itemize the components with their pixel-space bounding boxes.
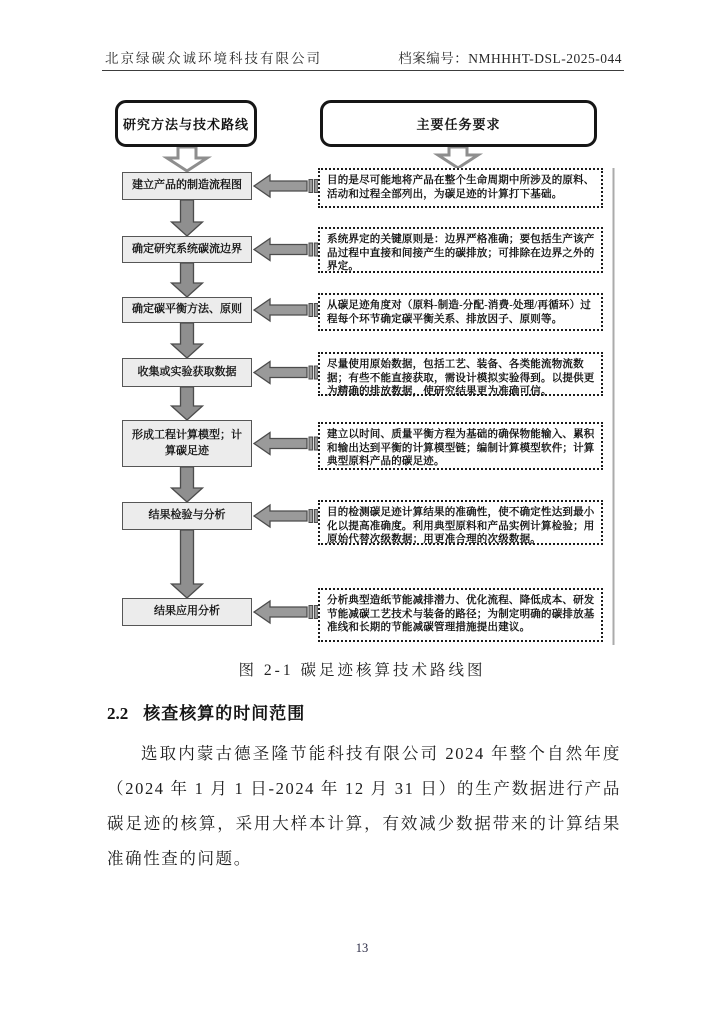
section-title: 核查核算的时间范围 (143, 704, 306, 723)
hollow-down-arrow-right (438, 147, 478, 168)
down-arrow-1 (172, 200, 203, 236)
task-arrow-1 (254, 175, 318, 197)
step-box-6: 结果检验与分析 (122, 502, 252, 530)
task-box-7: 分析典型造纸节能减排潜力、优化流程、降低成本、研发节能减碳工艺技术与装备的路径；为制定明确的碳排放基准线和长期的节能减碳管理措施提出建议。 (318, 588, 603, 642)
figure-caption: 图 2-1 碳足迹核算技术路线图 (238, 662, 486, 679)
down-arrow-4 (172, 387, 203, 420)
task-arrow-2 (254, 239, 318, 261)
step-box-4: 收集或实验获取数据 (122, 358, 252, 387)
flowchart-figure (105, 92, 620, 652)
step-box-1: 建立产品的制造流程图 (122, 172, 252, 200)
task-box-2: 系统界定的关键原则是：边界严格准确；要包括生产该产品过程中直接和间接产生的碳排放；可排除在边界之外的界定。 (318, 227, 603, 273)
header-company-name: 北京绿碳众诚环境科技有限公司 (105, 51, 322, 66)
task-box-5: 建立以时间、质量平衡方程为基础的确保物能输入、累积和输出达到平衡的计算模型链；编制计算模型软件；计算典型原料产品的碳足迹。 (318, 422, 603, 470)
step-box-5: 形成工程计算模型；计算碳足迹 (122, 420, 252, 467)
page-number: 13 (355, 941, 369, 955)
section-number: 2.2 (107, 704, 129, 723)
doc-number-label: 档案编号： (398, 51, 469, 66)
down-arrow-6 (172, 530, 203, 598)
flowchart-left-header: 研究方法与技术路线 (115, 100, 257, 147)
down-arrow-5 (172, 467, 203, 502)
task-arrow-3 (254, 299, 318, 321)
task-arrow-5 (254, 433, 318, 455)
down-arrow-3 (172, 323, 203, 358)
down-arrow-2 (172, 263, 203, 297)
doc-number-value: NMHHHT-DSL-2025-044 (468, 51, 622, 66)
hollow-down-arrow-left (167, 147, 207, 171)
task-arrow-7 (254, 601, 318, 623)
header-divider (102, 70, 624, 71)
task-arrow-6 (254, 505, 318, 527)
task-box-3: 从碳足迹角度对（原料-制造-分配-消费-处理/再循环）过程每个环节确定碳平衡关系、排放因子、原则等。 (318, 293, 603, 331)
step-box-2: 确定研究系统碳流边界 (122, 236, 252, 263)
step-box-3: 确定碳平衡方法、原则 (122, 297, 252, 323)
step-box-7: 结果应用分析 (122, 598, 252, 626)
header-doc-number (398, 47, 622, 67)
task-box-6: 目的检测碳足迹计算结果的准确性，使不确定性达到最小化以提高准确度。利用典型原料和产品实例计算检验；用原始代替次级数据；用更准合理的次级数据。 (318, 500, 603, 545)
task-box-1: 目的是尽可能地将产品在整个生命周期中所涉及的原料、活动和过程全部列出，为碳足迹的计算打下基础。 (318, 168, 603, 208)
task-arrow-4 (254, 362, 318, 384)
section-heading (107, 699, 305, 724)
flowchart-right-header: 主要任务要求 (320, 100, 597, 147)
task-box-4: 尽量使用原始数据，包括工艺、装备、各类能流物流数据；有些不能直接获取，需设计模拟实验得到。以提供更为精确的排放数据，使研究结果更为准确可信。 (318, 352, 603, 396)
body-paragraph: 选取内蒙古德圣隆节能科技有限公司 2024 年整个自然年度（2024 年 1 月 1 日-2024 年 12 月 31 日）的生产数据进行产品碳足迹的核算，采用大样本计算，有效减少数据带来的计算结果准确性查的问题。 (107, 744, 621, 868)
